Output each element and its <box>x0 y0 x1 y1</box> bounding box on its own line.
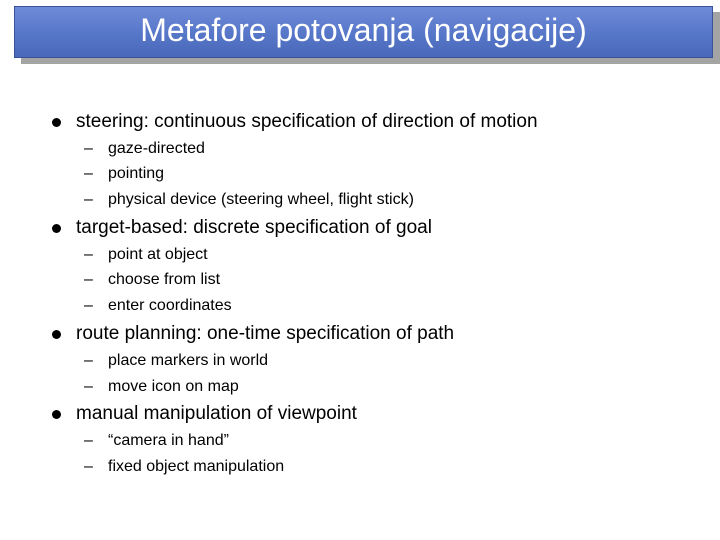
sub-item-text: physical device (steering wheel, flight stick) <box>108 191 414 208</box>
dash-icon: – <box>84 378 93 395</box>
bullet-dot-icon <box>52 224 61 233</box>
sub-item-text: place markers in world <box>108 352 269 369</box>
dash-icon: – <box>84 352 93 369</box>
sub-item <box>84 350 268 372</box>
sub-item <box>84 163 164 185</box>
dash-icon: – <box>84 458 93 475</box>
sub-item <box>84 138 205 160</box>
sub-item <box>84 295 232 317</box>
bullet-text: steering: continuous specification of direction of motion <box>76 111 538 132</box>
bullet-item <box>52 401 357 427</box>
dash-icon: – <box>84 432 93 449</box>
sub-item <box>84 189 414 211</box>
sub-item-text: pointing <box>108 165 165 182</box>
slide-title: Metafore potovanja (navigacije) <box>140 12 587 48</box>
dash-icon: – <box>84 140 93 157</box>
sub-item-text: choose from list <box>108 271 221 288</box>
dash-icon: – <box>84 271 93 288</box>
dash-icon: – <box>84 191 93 208</box>
sub-item <box>84 376 239 398</box>
sub-item-text: move icon on map <box>108 378 239 395</box>
sub-item <box>84 244 208 266</box>
bullet-dot-icon <box>52 410 61 419</box>
bullet-item <box>52 321 454 347</box>
bullet-dot-icon <box>52 330 61 339</box>
bullet-dot-icon <box>52 118 61 127</box>
sub-item-text: fixed object manipulation <box>108 458 285 475</box>
sub-item-text: enter coordinates <box>108 297 232 314</box>
sub-item-text: gaze-directed <box>108 140 205 157</box>
bullet-item <box>52 109 538 135</box>
sub-item <box>84 269 220 291</box>
dash-icon: – <box>84 246 93 263</box>
bullet-text: target-based: discrete specification of goal <box>76 217 432 238</box>
bullet-item <box>52 215 432 241</box>
sub-item <box>84 430 229 452</box>
sub-item-text: point at object <box>108 246 208 263</box>
dash-icon: – <box>84 297 93 314</box>
bullet-text: route planning: one-time specification of path <box>76 323 455 344</box>
bullet-text: manual manipulation of viewpoint <box>76 403 357 424</box>
sub-item-text: “camera in hand” <box>108 432 229 449</box>
sub-item <box>84 456 284 478</box>
dash-icon: – <box>84 165 93 182</box>
